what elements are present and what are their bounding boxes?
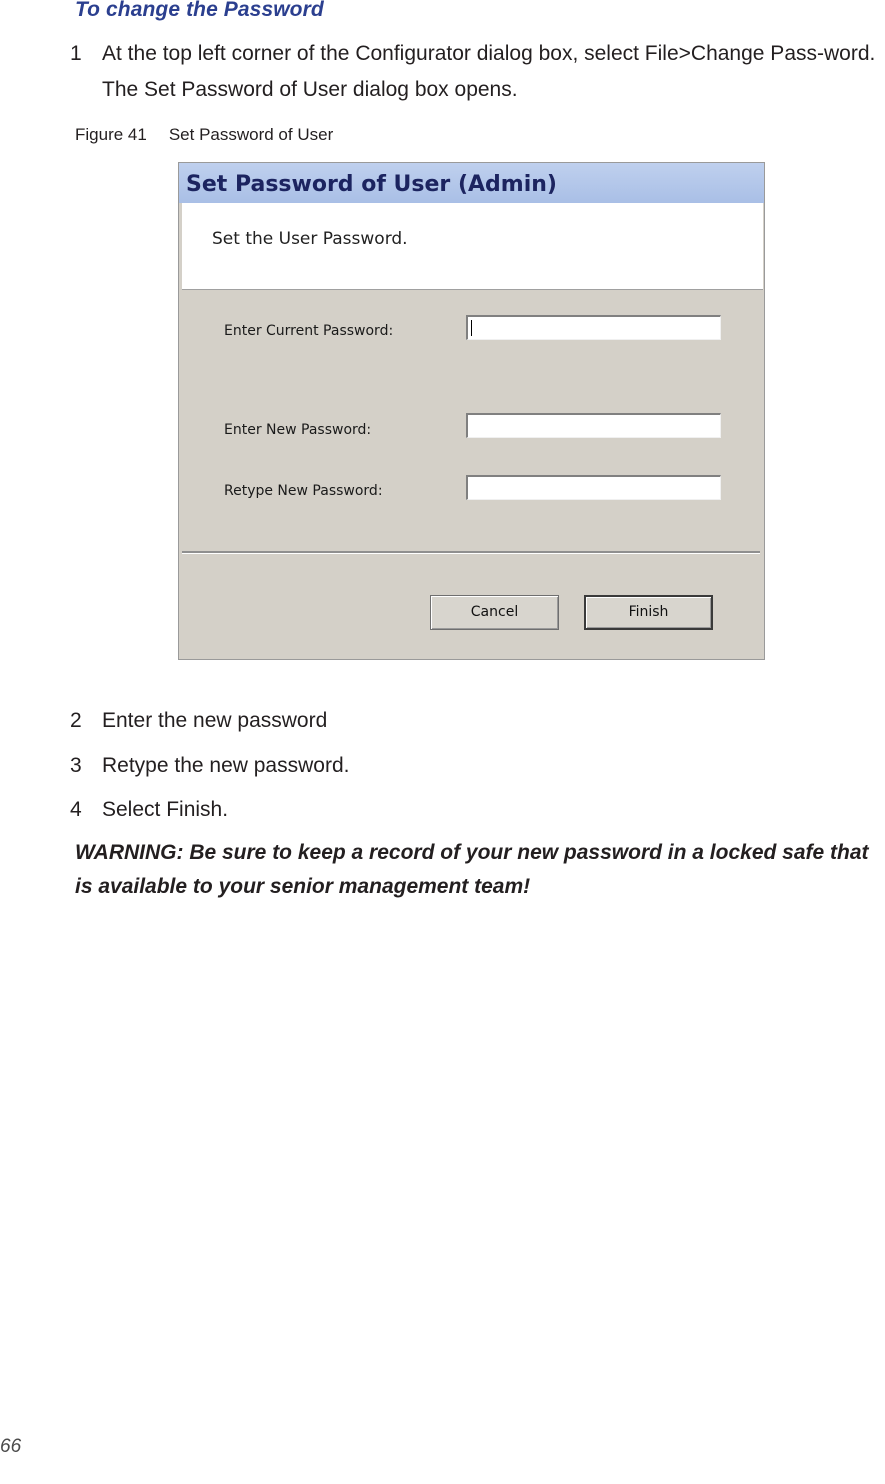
step-number: 1 [70, 42, 82, 65]
step-1 [70, 36, 880, 108]
set-password-dialog [178, 162, 765, 660]
step-number: 4 [70, 798, 82, 821]
figure-caption [75, 125, 333, 145]
step-4 [70, 792, 228, 828]
step-text: At the top left corner of the Configurator dialog box, select File>Change Pass-word. The Set Password of User dialog box opens. [102, 42, 876, 101]
new-password-label: Enter New Password: [224, 422, 372, 438]
step-2 [70, 703, 327, 739]
retype-password-label: Retype New Password: [224, 483, 383, 499]
finish-button[interactable]: Finish [584, 595, 713, 630]
current-password-label: Enter Current Password: [224, 323, 394, 339]
dialog-separator [182, 551, 760, 554]
current-password-input[interactable] [466, 315, 721, 340]
dialog-title: Set Password of User (Admin) [179, 163, 764, 203]
retype-password-input[interactable] [466, 475, 721, 500]
figure-title: Set Password of User [168, 125, 334, 144]
dialog-banner [182, 203, 763, 290]
page-number: 66 [0, 1436, 22, 1457]
banner-text: Set the User Password. [212, 229, 408, 249]
step-text: Retype the new password. [102, 754, 350, 777]
warning-note: WARNING: Be sure to keep a record of your new password in a locked safe that is available to your senior management team! [75, 841, 869, 898]
step-number: 2 [70, 709, 82, 732]
section-heading: To change the Password [75, 0, 324, 21]
cancel-button[interactable]: Cancel [430, 595, 559, 630]
step-3 [70, 748, 349, 784]
step-text: Select Finish. [102, 798, 229, 821]
figure-number: Figure 41 [75, 125, 147, 144]
step-number: 3 [70, 754, 82, 777]
step-text: Enter the new password [102, 709, 328, 732]
new-password-input[interactable] [466, 413, 721, 438]
